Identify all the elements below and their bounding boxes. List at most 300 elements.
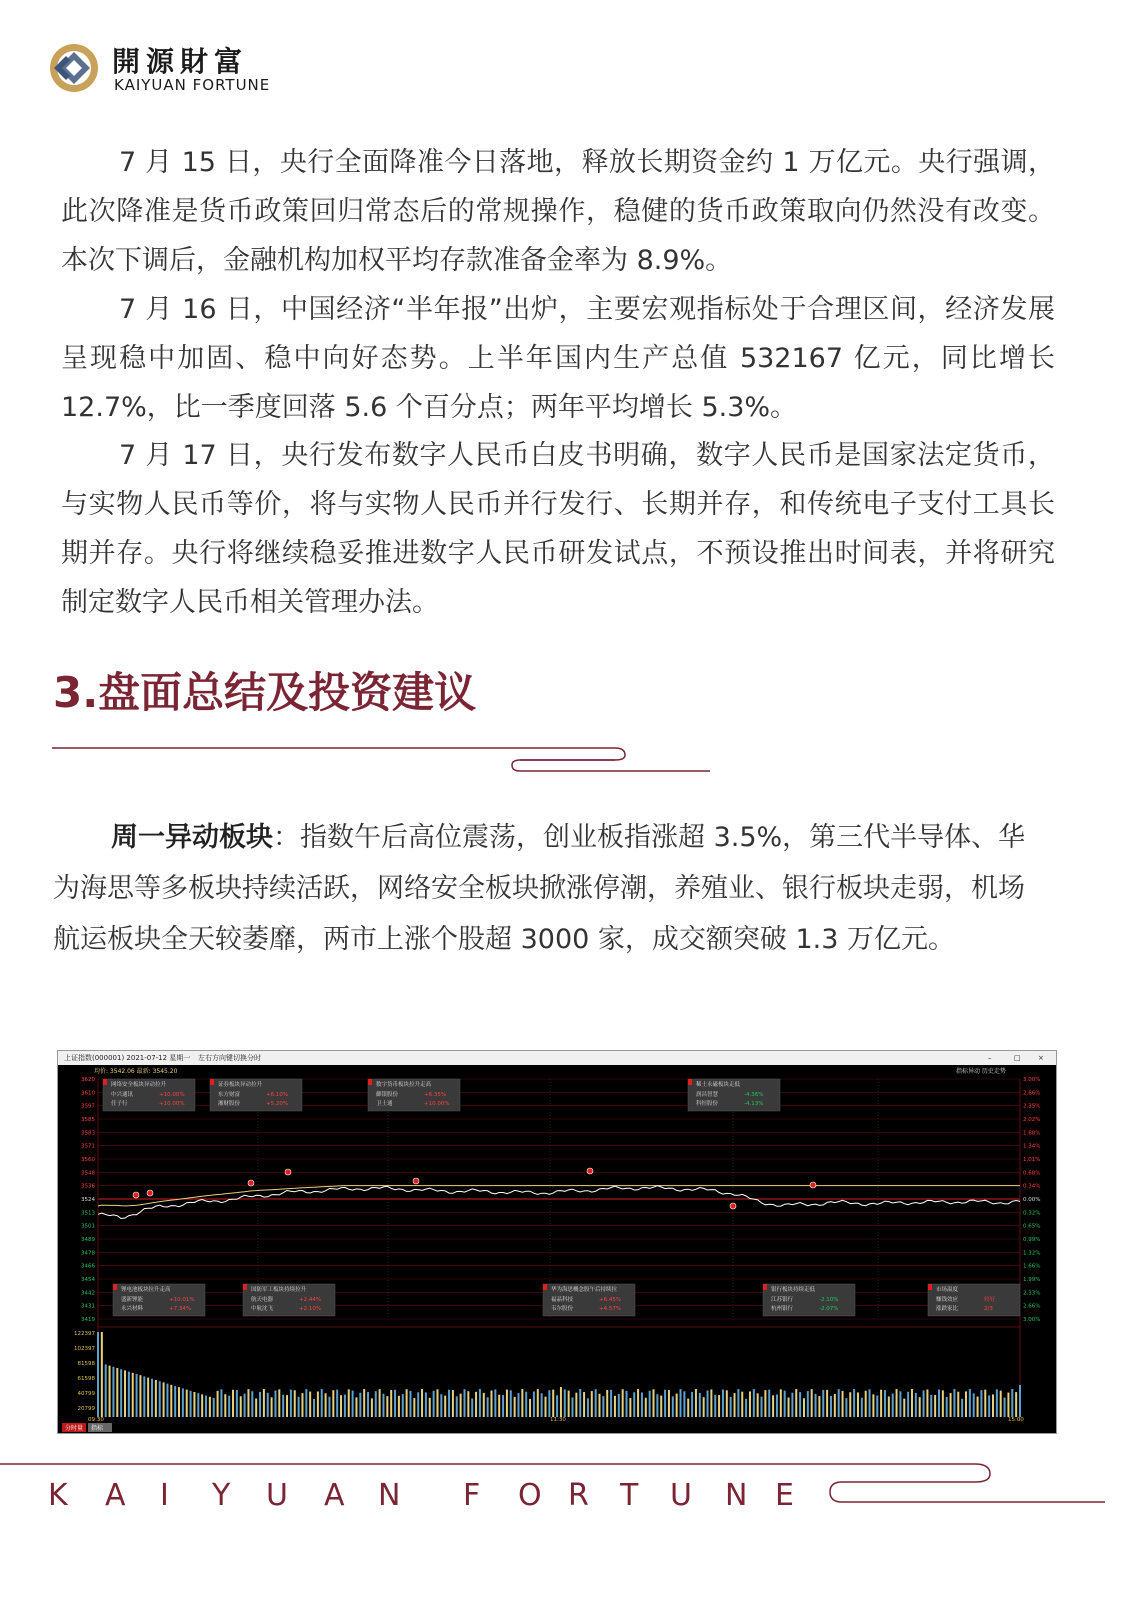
event-box-title: 网络安全板块异动拉升	[111, 1082, 167, 1088]
time-label: 09:30	[88, 1417, 104, 1423]
volume-bar	[1011, 1389, 1013, 1417]
volume-bar	[313, 1399, 315, 1417]
volume-bar	[691, 1392, 693, 1417]
volume-bar	[294, 1390, 296, 1417]
volume-bar	[433, 1391, 435, 1417]
brand-name-cn: 開源財富	[112, 45, 249, 78]
volume-bar	[379, 1389, 381, 1417]
volume-bar	[178, 1387, 180, 1417]
volume-bar	[876, 1396, 878, 1417]
y-tick-label: 3536	[81, 1183, 95, 1190]
volume-bar	[521, 1389, 523, 1417]
event-flag-icon	[368, 1079, 372, 1085]
event-stock-change: +6.45%	[599, 1297, 622, 1303]
volume-bar	[440, 1394, 442, 1417]
footer-letter: A	[105, 1478, 126, 1513]
volume-bar	[463, 1389, 465, 1417]
volume-bar	[190, 1391, 192, 1417]
volume-bar	[548, 1390, 550, 1417]
volume-bar	[915, 1393, 917, 1417]
event-stock: 中航沈飞	[251, 1306, 274, 1312]
volume-bar	[923, 1390, 925, 1417]
volume-bar	[591, 1391, 593, 1417]
volume-bar	[965, 1391, 967, 1417]
event-stock: 湘财股份	[218, 1101, 241, 1107]
chart-bottom-tabs[interactable]	[62, 1423, 112, 1432]
volume-bar	[116, 1368, 118, 1417]
event-stock: 盛新锂能	[121, 1297, 144, 1303]
volume-bar	[155, 1380, 157, 1417]
volume-bar	[390, 1390, 392, 1417]
volume-bar	[444, 1396, 446, 1417]
event-marker	[133, 1192, 139, 1198]
event-stock: 御银股份	[376, 1092, 399, 1098]
volume-bar	[899, 1391, 901, 1417]
volume-bar	[845, 1398, 847, 1417]
volume-bar	[525, 1392, 527, 1417]
volume-bar	[240, 1396, 242, 1417]
intraday-chart	[57, 1050, 1057, 1434]
volume-bar	[151, 1379, 153, 1417]
volume-bar	[865, 1391, 867, 1417]
event-stock: 任子行	[111, 1101, 128, 1107]
volume-tick-label: 40799	[77, 1391, 95, 1397]
volume-bar	[969, 1389, 971, 1417]
volume-bar	[317, 1392, 319, 1417]
volume-bar	[344, 1395, 346, 1417]
event-marker	[285, 1169, 291, 1175]
volume-bar	[629, 1398, 631, 1417]
volume-bar	[780, 1389, 782, 1417]
volume-bar	[552, 1390, 554, 1417]
volume-bar	[633, 1392, 635, 1417]
y-tick-label: 3442	[81, 1290, 95, 1297]
y-axis-left	[81, 1077, 95, 1323]
time-axis	[88, 1417, 1024, 1423]
y-tick-label: 3501	[81, 1223, 95, 1230]
volume-bar	[730, 1397, 732, 1417]
news-paragraph-2-text: 7 月 16 日，中国经济“半年报”出炉，主要宏观指标处于合理区间，经济发展呈现稳中加固、稳中向好态势。上半年国内生产总值 532167 亿元，同比增长 12.7%，比一季度回落 5.6 个百分点；两年平均增长 5.3%。	[61, 294, 1055, 423]
event-stock: 航天电器	[251, 1297, 274, 1303]
chart-tab-label: 分时量	[65, 1425, 84, 1432]
news-paragraph-1-text: 7 月 15 日，央行全面降准今日落地，释放长期资金约 1 万亿元。央行强调，此次降准是货币政策回归常态后的常规操作，稳健的货币政策取向仍然没有改变。本次下调后，金融机构加权平均存款准备金率为 8.9%。	[61, 147, 1055, 276]
volume-bar	[105, 1364, 107, 1417]
event-stock-change: +5.20%	[266, 1101, 289, 1107]
footer-letter: N	[725, 1478, 748, 1513]
footer-letter: T	[620, 1478, 639, 1513]
volume-bar	[622, 1389, 624, 1417]
chart-legend: 均价: 3542.06 最新: 3545.20	[94, 1068, 178, 1075]
section-divider	[50, 740, 730, 780]
volume-bar	[336, 1390, 338, 1417]
time-label: 15:00	[1008, 1417, 1024, 1423]
volume-bar	[467, 1391, 469, 1417]
volume-bar	[201, 1394, 203, 1417]
volume-bar	[818, 1396, 820, 1417]
volume-bar	[950, 1393, 952, 1417]
volume-bar	[791, 1393, 793, 1417]
volume-bar	[788, 1397, 790, 1417]
volume-tick-label: 81598	[77, 1361, 95, 1367]
volume-bar	[282, 1395, 284, 1417]
volume-bar	[664, 1390, 666, 1417]
volume-bar	[957, 1392, 959, 1417]
volume-bar	[460, 1394, 462, 1417]
volume-bar	[398, 1396, 400, 1417]
volume-bar	[448, 1390, 450, 1417]
volume-bar	[479, 1389, 481, 1417]
event-stock: 韦尔股份	[551, 1306, 574, 1312]
footer-letter: O	[518, 1478, 542, 1513]
volume-bar	[352, 1391, 354, 1417]
event-box-title: 证券板块异动拉升	[218, 1082, 263, 1088]
event-box	[243, 1284, 335, 1316]
volume-bar	[278, 1389, 280, 1417]
volume-bar	[784, 1391, 786, 1417]
news-paragraph-3-text: 7 月 17 日，央行发布数字人民币白皮书明确，数字人民币是国家法定货币，与实物人民币等价，将与实物人民币并行发行、长期并存，和传统电子支付工具长期并存。央行将继续稳妥推进数字人民币研发试点，不预设推出时间表，并将研究制定数字人民币相关管理办法。	[61, 440, 1055, 618]
y-tick-label-pct: 2.02%	[1023, 1117, 1041, 1123]
brand-header	[48, 40, 448, 100]
volume-bar	[919, 1397, 921, 1417]
volume-bar	[1004, 1398, 1006, 1417]
event-box-title: 锂电池板块拉升走高	[121, 1287, 171, 1293]
event-box	[210, 1079, 302, 1111]
volume-tick-label: 122397	[74, 1331, 95, 1337]
volume-bar	[595, 1389, 597, 1417]
volume-bar	[903, 1399, 905, 1417]
volume-bar	[382, 1394, 384, 1417]
volume-bar	[953, 1389, 955, 1417]
event-flag-icon	[113, 1284, 117, 1290]
event-marker	[810, 1182, 816, 1188]
y-tick-label: 3513	[81, 1210, 95, 1217]
event-marker	[147, 1190, 153, 1196]
news-paragraph-3	[61, 431, 1055, 627]
event-box-title: 银行板块持续走低	[771, 1287, 816, 1293]
volume-bar	[205, 1396, 207, 1417]
volume-bar	[703, 1397, 705, 1417]
volume-bar	[842, 1391, 844, 1417]
event-stock-change: +4.57%	[599, 1306, 622, 1312]
volume-bar	[139, 1375, 141, 1417]
volume-bar	[575, 1393, 577, 1417]
volume-bar	[533, 1391, 535, 1417]
volume-bar	[560, 1387, 562, 1417]
volume-bar	[112, 1367, 114, 1417]
event-stock: 永兴材料	[121, 1306, 144, 1312]
volume-bar	[325, 1393, 327, 1417]
event-stock-change: +2.44%	[299, 1297, 322, 1303]
maximize-icon[interactable]: □	[1014, 1054, 1021, 1062]
y-tick-label-pct: 1.66%	[1023, 1263, 1041, 1270]
volume-bar	[367, 1392, 369, 1417]
event-flag-icon	[210, 1079, 214, 1085]
volume-bar	[861, 1398, 863, 1417]
volume-bar	[884, 1390, 886, 1417]
volume-bar	[217, 1391, 219, 1417]
volume-bar	[726, 1390, 728, 1417]
volume-bar	[587, 1398, 589, 1417]
volume-bar	[757, 1393, 759, 1417]
event-marker	[248, 1180, 254, 1186]
event-stock-change: +10.00%	[424, 1101, 450, 1107]
volume-bar	[332, 1390, 334, 1417]
event-markers	[133, 1168, 816, 1209]
y-tick-label: 3454	[81, 1277, 95, 1283]
volume-bar	[193, 1392, 195, 1417]
volume-bar	[209, 1397, 211, 1417]
volume-bar	[942, 1390, 944, 1417]
y-tick-label-pct: 2.35%	[1023, 1103, 1041, 1110]
volume-bar	[807, 1391, 809, 1417]
volume-bar	[869, 1389, 871, 1417]
volume-bar	[363, 1389, 365, 1417]
volume-bar	[417, 1392, 419, 1417]
volume-bar	[761, 1397, 763, 1417]
volume-bar	[166, 1384, 168, 1417]
volume-bar	[707, 1390, 709, 1417]
volume-bar	[232, 1390, 234, 1417]
chart-tab-label: 指标	[91, 1425, 104, 1432]
volume-bar	[429, 1398, 431, 1417]
volume-bar	[734, 1393, 736, 1417]
chart-top-right-tabs[interactable]: 指标异动 历史走势	[956, 1068, 1006, 1075]
volume-bar	[737, 1389, 739, 1417]
volume-bar	[599, 1394, 601, 1417]
volume-bar	[568, 1391, 570, 1417]
volume-bar	[741, 1392, 743, 1417]
section-title: 3.盘面总结及投资建议	[53, 668, 477, 717]
summary-label: 周一异动板块	[111, 822, 273, 853]
volume-bar	[641, 1392, 643, 1417]
volume-bar	[768, 1390, 770, 1417]
summary-text: ：指数午后高位震荡，创业板指涨超 3.5%，第三代半导体、华为海思等多板块持续活跃，网络安全板块掀涨停潮，养殖业、银行板块走弱，机场航运板块全天较萎靡，两市上涨个股超 3000 家，成交额突破 1.3 万亿元。	[53, 822, 1026, 955]
volume-bar	[290, 1390, 292, 1417]
volume-bar	[838, 1389, 840, 1417]
volume-bar	[541, 1393, 543, 1417]
footer-letter: U	[670, 1478, 692, 1513]
event-stock: 赚钱效应	[936, 1297, 959, 1303]
volume-bar	[803, 1398, 805, 1417]
event-box	[688, 1079, 780, 1111]
volume-bar	[610, 1390, 612, 1417]
volume-bar	[830, 1396, 832, 1417]
y-tick-label: 3571	[81, 1143, 95, 1150]
event-flag-icon	[688, 1079, 692, 1085]
volume-bar	[213, 1398, 215, 1417]
volume-bar	[926, 1389, 928, 1417]
event-stock: 科恒股份	[696, 1101, 719, 1107]
y-tick-label-pct: 2.33%	[1023, 1290, 1041, 1297]
y-tick-label-pct: 3.00%	[1023, 1077, 1041, 1083]
volume-bar	[274, 1391, 276, 1417]
news-paragraph-1	[61, 138, 1055, 285]
volume-bar	[502, 1395, 504, 1417]
volume-tick-label: 102397	[74, 1346, 95, 1352]
volume-bar	[579, 1389, 581, 1417]
volume-bar	[718, 1395, 720, 1417]
event-marker	[413, 1178, 419, 1184]
volume-bar	[680, 1389, 682, 1417]
volume-bar	[753, 1389, 755, 1417]
volume-bar	[409, 1391, 411, 1417]
volume-bar	[298, 1397, 300, 1417]
volume-bar	[132, 1373, 134, 1417]
volume-bar	[514, 1397, 516, 1417]
y-tick-label-pct: 2.66%	[1023, 1090, 1041, 1097]
volume-bar	[394, 1390, 396, 1417]
event-stock: 杭州银行	[771, 1306, 794, 1312]
volume-bar	[510, 1390, 512, 1417]
volume-bar	[101, 1332, 103, 1417]
volume-bar	[244, 1394, 246, 1417]
volume-bar	[799, 1392, 801, 1417]
kaiyuan-logo-icon	[48, 42, 100, 94]
event-stock-change: +10.01%	[169, 1297, 195, 1303]
volume-bar	[892, 1394, 894, 1417]
volume-bar	[934, 1395, 936, 1417]
event-marker	[730, 1203, 736, 1209]
y-tick-label: 3478	[81, 1250, 95, 1257]
event-box	[113, 1284, 205, 1316]
y-tick-label-pct: 0.99%	[1023, 1237, 1041, 1243]
volume-tick-label: 20799	[77, 1406, 95, 1412]
volume-bar	[421, 1389, 423, 1417]
volume-bar	[996, 1389, 998, 1417]
volume-bar	[626, 1391, 628, 1417]
volume-bar	[687, 1399, 689, 1417]
event-flag-icon	[543, 1284, 547, 1290]
event-box-title: 稀土永磁板块走低	[696, 1082, 741, 1088]
event-stock: 卫士通	[376, 1101, 393, 1107]
event-stock-change: -2.07%	[819, 1306, 839, 1312]
volume-bar	[822, 1390, 824, 1417]
volume-bar	[811, 1389, 813, 1417]
y-axis-right	[1023, 1077, 1040, 1323]
volume-bar	[583, 1392, 585, 1417]
footer-letter: K	[48, 1478, 68, 1513]
volume-bar	[182, 1388, 184, 1417]
volume-bar	[255, 1398, 257, 1417]
y-tick-label-pct: 1.99%	[1023, 1277, 1041, 1283]
volume-bar	[1019, 1385, 1021, 1417]
y-tick-label-pct: 1.34%	[1023, 1143, 1041, 1150]
volume-bar	[660, 1396, 662, 1417]
volume-bar	[973, 1393, 975, 1417]
volume-bar	[602, 1396, 604, 1417]
volume-bar	[498, 1395, 500, 1417]
volume-bar	[853, 1389, 855, 1417]
event-box	[103, 1079, 195, 1111]
volume-bar	[614, 1396, 616, 1417]
volume-bar	[618, 1394, 620, 1417]
volume-bar	[174, 1386, 176, 1417]
volume-bar	[896, 1389, 898, 1417]
event-stock-change: +6.35%	[424, 1092, 447, 1098]
event-stock-change: +10.00%	[159, 1101, 185, 1107]
event-marker	[587, 1168, 593, 1174]
chart-grid	[98, 1079, 1020, 1421]
volume-bar	[120, 1369, 122, 1417]
volume-bar	[676, 1394, 678, 1417]
volume-bar	[992, 1394, 994, 1417]
volume-bar	[386, 1396, 388, 1417]
volume-bar	[456, 1396, 458, 1417]
volume-bar	[355, 1397, 357, 1417]
volume-bar	[147, 1378, 149, 1417]
volume-bar	[506, 1390, 508, 1417]
volume-bar	[815, 1394, 817, 1417]
event-box	[928, 1284, 1020, 1316]
y-tick-label-pct: 2.66%	[1023, 1303, 1041, 1310]
volume-bar	[413, 1398, 415, 1417]
volume-bar	[834, 1394, 836, 1417]
y-tick-label: 3548	[81, 1170, 95, 1177]
volume-bar	[795, 1389, 797, 1417]
volume-bar	[228, 1396, 230, 1417]
event-stock-change: 2/3	[984, 1306, 993, 1312]
volume-bar	[143, 1376, 145, 1417]
volume-bar	[305, 1389, 307, 1417]
volume-bar	[406, 1389, 408, 1417]
close-icon[interactable]: ×	[1038, 1054, 1044, 1062]
volume-bar	[699, 1393, 701, 1417]
volume-bar	[97, 1332, 99, 1417]
event-stock-change: +2.10%	[299, 1306, 322, 1312]
volume-bar	[826, 1390, 828, 1417]
event-box	[368, 1079, 460, 1111]
minimize-icon[interactable]: –	[988, 1054, 992, 1062]
volume-bar	[452, 1390, 454, 1417]
volume-bar	[946, 1397, 948, 1417]
volume-bar	[645, 1398, 647, 1417]
volume-bar	[375, 1391, 377, 1417]
volume-bar	[977, 1397, 979, 1417]
volume-bar	[259, 1392, 261, 1417]
footer-letter: Y	[212, 1478, 231, 1513]
y-tick-label: 3597	[81, 1103, 95, 1110]
chart-canvas	[58, 1065, 1056, 1433]
y-tick-label: 3585	[81, 1117, 95, 1123]
volume-bar	[564, 1389, 566, 1417]
y-tick-label-pct: 1.32%	[1023, 1250, 1041, 1257]
volume-bar	[745, 1399, 747, 1417]
event-stock: 润昌智慧	[696, 1092, 719, 1098]
event-stock-change: -4.36%	[744, 1092, 764, 1098]
chart-window-subtitle: 左右方向键切换分时	[198, 1054, 261, 1062]
volume-bar	[309, 1392, 311, 1417]
volume-bar	[271, 1397, 273, 1417]
footer-letter: I	[160, 1478, 169, 1513]
volume-bar	[348, 1389, 350, 1417]
footer-letter: R	[568, 1478, 589, 1513]
y-tick-label: 3431	[81, 1303, 95, 1310]
event-stock-change: +6.10%	[266, 1092, 289, 1098]
volume-bar	[475, 1392, 477, 1417]
volume-bar	[776, 1395, 778, 1417]
volume-bar	[220, 1389, 222, 1417]
y-tick-label: 3524	[81, 1197, 95, 1203]
volume-bar	[606, 1390, 608, 1417]
volume-bar	[1015, 1392, 1017, 1417]
footer-letter: A	[324, 1478, 345, 1513]
volume-bar	[695, 1389, 697, 1417]
event-flag-icon	[243, 1284, 247, 1290]
volume-bar	[857, 1392, 859, 1417]
volume-bar	[653, 1389, 655, 1417]
volume-bar	[286, 1395, 288, 1417]
y-tick-label: 3583	[81, 1130, 95, 1137]
